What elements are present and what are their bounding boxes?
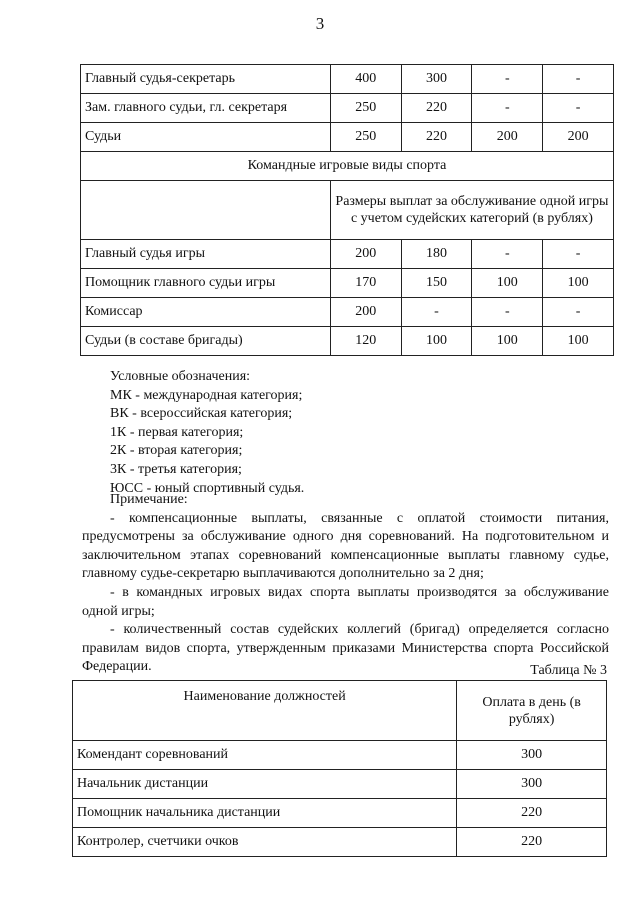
- staff-payments-table: [72, 680, 607, 857]
- table-row: [81, 94, 614, 123]
- cell-value: -: [472, 65, 543, 94]
- cell-value: 220: [401, 94, 472, 123]
- cell-value: -: [401, 298, 472, 327]
- cell-value: 220: [457, 799, 607, 828]
- table-row: [73, 741, 607, 770]
- cell-value: 250: [330, 123, 401, 152]
- legend-item: ВК - всероссийская категория;: [110, 406, 293, 422]
- cell-value: 100: [472, 269, 543, 298]
- table-row: [81, 65, 614, 94]
- cell-value: 200: [330, 240, 401, 269]
- page-number: 3: [315, 14, 325, 33]
- cell-value: -: [472, 240, 543, 269]
- row-label: Комиссар: [81, 298, 331, 327]
- row-label: Помощник начальника дистанции: [73, 799, 457, 828]
- cell-value: 100: [543, 327, 614, 356]
- cell-value: 400: [330, 65, 401, 94]
- cell-value: -: [543, 240, 614, 269]
- table-row: [81, 327, 614, 356]
- note-title: Примечание:: [110, 492, 188, 507]
- legend: [110, 368, 304, 498]
- cell-value: 220: [457, 828, 607, 857]
- legend-item: МК - международная категория;: [110, 387, 303, 403]
- table-row: [81, 123, 614, 152]
- payments-header: Размеры выплат за обслуживание одной игры с учетом судейских категорий (в рублях): [330, 181, 613, 240]
- cell-value: 220: [401, 123, 472, 152]
- table-row: [81, 269, 614, 298]
- cell-value: -: [472, 94, 543, 123]
- row-label: Начальник дистанции: [73, 770, 457, 799]
- cell-value: 100: [401, 327, 472, 356]
- cell-value: 200: [543, 123, 614, 152]
- header-pay: Оплата в день (в рублях): [457, 681, 607, 741]
- cell-value: -: [543, 298, 614, 327]
- header-name: Наименование должностей: [73, 681, 457, 741]
- row-label: Судьи: [81, 123, 331, 152]
- table-row: [73, 770, 607, 799]
- section-title: Командные игровые виды спорта: [81, 152, 614, 181]
- legend-item: ЮСС - юный спортивный судья.: [110, 480, 305, 496]
- legend-item: 3К - третья категория;: [110, 461, 242, 477]
- cell-value: 300: [457, 770, 607, 799]
- cell-value: 100: [472, 327, 543, 356]
- table-caption: Таблица № 3: [530, 663, 607, 678]
- note: [82, 491, 609, 677]
- referee-payments-table: [80, 64, 614, 356]
- note-item: - компенсационные выплаты, связанные с оплатой стоимости питания, предусмотрены за обслуживание одного дня соревнований. На подготовительном и заключительном этапах соревнований компенсационные выплаты главному судье, главному судье-секретарю выплачиваются дополнительно за 2 дня;: [82, 510, 609, 582]
- cell-value: 200: [330, 298, 401, 327]
- legend-item: 1К - первая категория;: [110, 424, 244, 440]
- header-row: [81, 181, 614, 240]
- row-label: Помощник главного судьи игры: [81, 269, 331, 298]
- cell-value: 300: [401, 65, 472, 94]
- cell-value: 180: [401, 240, 472, 269]
- cell-value: 120: [330, 327, 401, 356]
- table-row: [73, 799, 607, 828]
- table-row: [81, 240, 614, 269]
- cell-value: 150: [401, 269, 472, 298]
- cell-value: -: [472, 298, 543, 327]
- cell-value: 200: [472, 123, 543, 152]
- cell-value: -: [543, 65, 614, 94]
- row-label: Комендант соревнований: [73, 741, 457, 770]
- table-row: [81, 298, 614, 327]
- legend-title: Условные обозначения:: [110, 369, 251, 384]
- section-row: [81, 152, 614, 181]
- row-label: Зам. главного судьи, гл. секретаря: [81, 94, 331, 123]
- cell-value: 250: [330, 94, 401, 123]
- header-row: [73, 681, 607, 741]
- cell-value: 170: [330, 269, 401, 298]
- empty-header-cell: [81, 181, 331, 240]
- row-label: Главный судья игры: [81, 240, 331, 269]
- row-label: Контролер, счетчики очков: [73, 828, 457, 857]
- row-label: Судьи (в составе бригады): [81, 327, 331, 356]
- note-item: - в командных игровых видах спорта выплаты производятся за обслуживание одной игры;: [82, 584, 609, 619]
- cell-value: -: [543, 94, 614, 123]
- cell-value: 300: [457, 741, 607, 770]
- note-item: - количественный состав судейских коллегий (бригад) определяется согласно правилам видов спорта, утвержденным приказами Министерства спорта Российской Федерации.: [82, 622, 609, 675]
- legend-item: 2К - вторая категория;: [110, 443, 243, 459]
- row-label: Главный судья-секретарь: [81, 65, 331, 94]
- cell-value: 100: [543, 269, 614, 298]
- table-row: [73, 828, 607, 857]
